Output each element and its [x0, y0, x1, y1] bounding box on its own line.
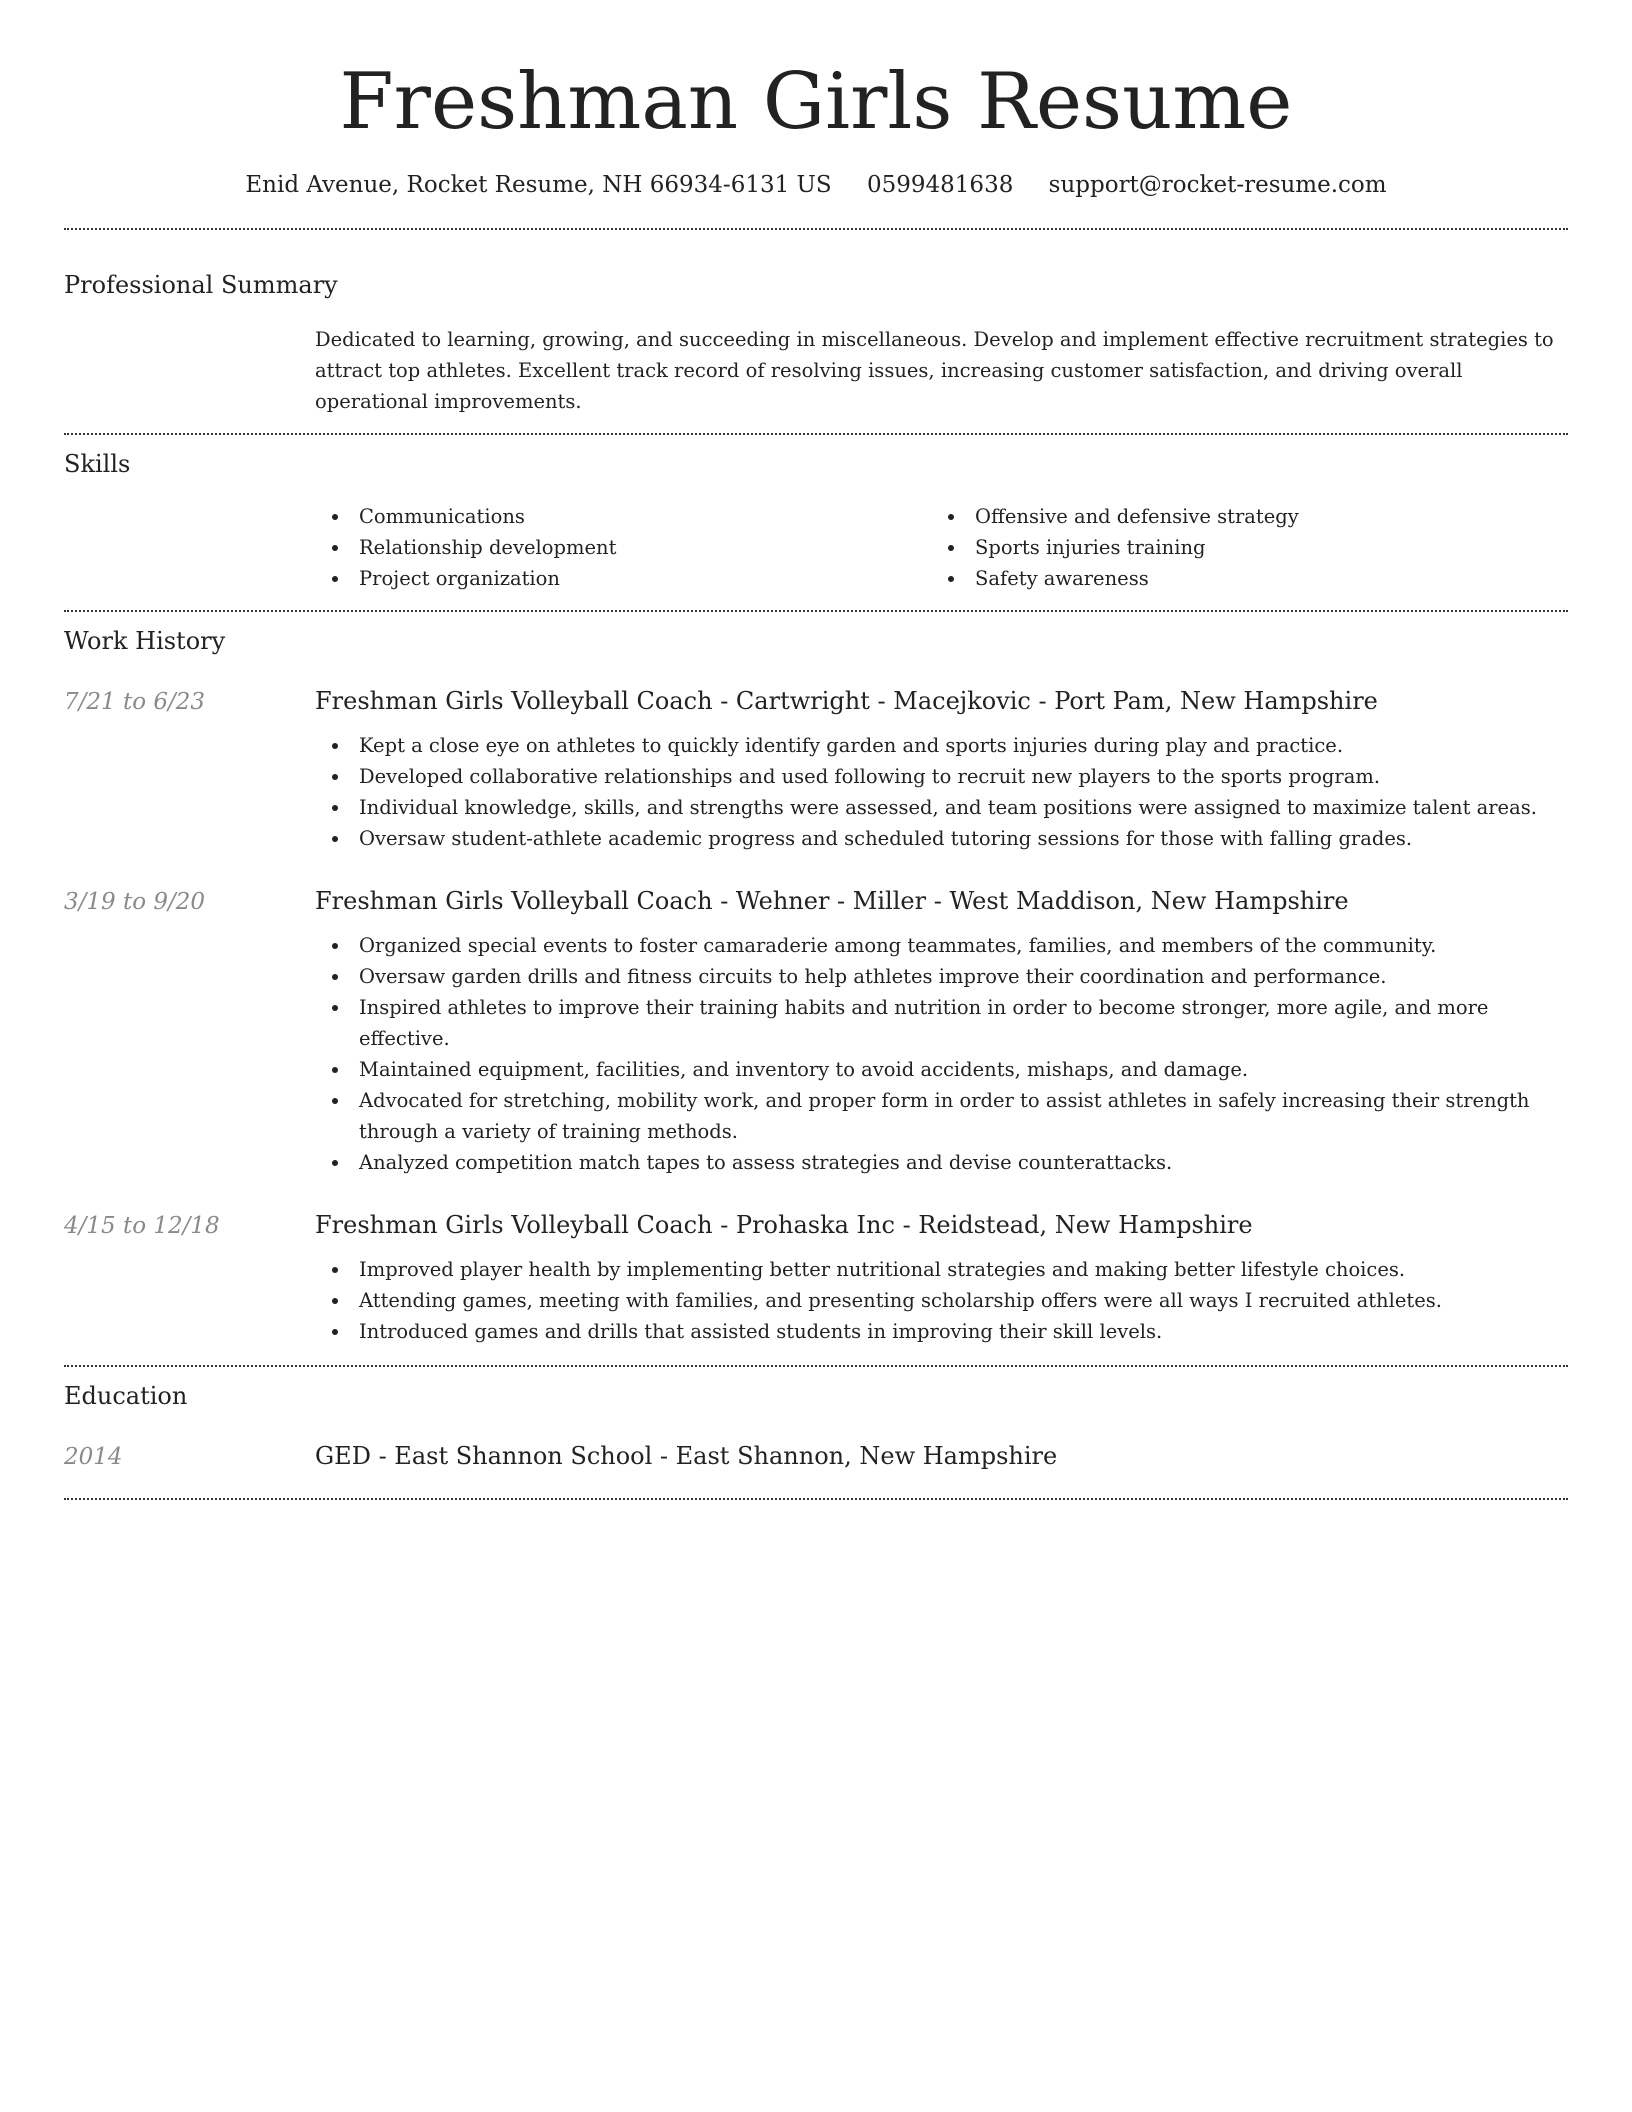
section-title-work: Work History — [64, 627, 226, 655]
work-entry-bullets — [315, 730, 1568, 854]
section-professional-summary — [64, 268, 1568, 417]
work-entry-date: 7/21 to 6/23 — [64, 689, 206, 715]
work-entry-bullets — [315, 930, 1568, 1178]
education-date: 2014 — [64, 1444, 123, 1470]
work-entry-header — [64, 1206, 1568, 1244]
work-entry-header — [64, 882, 1568, 920]
section-education — [64, 1379, 1568, 1476]
education-heading: GED - East Shannon School - East Shannon, New Hampshire — [315, 1442, 1058, 1470]
list-item: Oversaw student-athlete academic progress and scheduled tutoring sessions for those with falling grades. — [315, 823, 1568, 854]
list-item: Inspired athletes to improve their training habits and nutrition in order to become stronger, more agile, and more effective. — [315, 992, 1568, 1054]
work-entry-header — [64, 682, 1568, 720]
list-item: Oversaw garden drills and fitness circuits to help athletes improve their coordination and performance. — [315, 961, 1568, 992]
section-divider — [64, 433, 1568, 435]
footer-divider — [64, 1498, 1568, 1500]
skills-columns — [315, 501, 1568, 594]
skill-item: Relationship development — [315, 532, 931, 563]
skill-item: Offensive and defensive strategy — [931, 501, 1547, 532]
skills-list-right — [931, 501, 1547, 594]
section-title-education: Education — [64, 1382, 188, 1410]
contact-email: support@rocket-resume.com — [1048, 172, 1387, 198]
skill-item: Sports injuries training — [931, 532, 1547, 563]
work-entry-date: 3/19 to 9/20 — [64, 889, 206, 915]
section-title-summary: Professional Summary — [64, 271, 338, 299]
list-item: Attending games, meeting with families, and presenting scholarship offers were all ways I recruited athletes. — [315, 1285, 1568, 1316]
contact-line — [64, 168, 1568, 202]
section-work-history — [64, 624, 1568, 1347]
list-item: Organized special events to foster camaraderie among teammates, families, and members of the community. — [315, 930, 1568, 961]
work-entry-heading: Freshman Girls Volleyball Coach - Cartwright - Macejkovic - Port Pam, New Hampshire — [315, 687, 1378, 715]
skills-list-left — [315, 501, 931, 594]
summary-text: Dedicated to learning, growing, and succeeding in miscellaneous. Develop and implement effective recruitment strategies to attract top athletes. Excellent track record of resolving issues, increasing customer satisfaction, and driving overall operational improvements. — [315, 328, 1554, 413]
resume-name: Freshman Girls Resume — [339, 57, 1293, 147]
list-item: Individual knowledge, skills, and strengths were assessed, and team positions were assigned to maximize talent areas. — [315, 792, 1568, 823]
contact-address: Enid Avenue, Rocket Resume, NH 66934-6131 US — [245, 172, 832, 198]
skill-item: Project organization — [315, 563, 931, 594]
work-entry-heading: Freshman Girls Volleyball Coach - Prohaska Inc - Reidstead, New Hampshire — [315, 1211, 1253, 1239]
header-divider — [64, 228, 1568, 230]
work-entry — [64, 1206, 1568, 1347]
contact-phone: 0599481638 — [867, 172, 1014, 198]
work-entry-bullets — [315, 1254, 1568, 1347]
skill-item: Communications — [315, 501, 931, 532]
list-item: Kept a close eye on athletes to quickly identify garden and sports injuries during play and practice. — [315, 730, 1568, 761]
work-entry-date: 4/15 to 12/18 — [64, 1213, 220, 1239]
work-entry — [64, 882, 1568, 1178]
list-item: Improved player health by implementing better nutritional strategies and making better lifestyle choices. — [315, 1254, 1568, 1285]
section-skills — [64, 447, 1568, 594]
list-item: Introduced games and drills that assisted students in improving their skill levels. — [315, 1316, 1568, 1347]
section-title-skills: Skills — [64, 450, 131, 478]
work-entry — [64, 682, 1568, 854]
list-item: Developed collaborative relationships and used following to recruit new players to the sports program. — [315, 761, 1568, 792]
section-divider — [64, 1365, 1568, 1367]
section-divider — [64, 610, 1568, 612]
education-entry — [64, 1437, 1568, 1476]
list-item: Analyzed competition match tapes to assess strategies and devise counterattacks. — [315, 1147, 1568, 1178]
skill-item: Safety awareness — [931, 563, 1547, 594]
work-entry-heading: Freshman Girls Volleyball Coach - Wehner - Miller - West Maddison, New Hampshire — [315, 887, 1349, 915]
list-item: Advocated for stretching, mobility work, and proper form in order to assist athletes in safely increasing their strength through a variety of training methods. — [315, 1085, 1568, 1147]
list-item: Maintained equipment, facilities, and inventory to avoid accidents, mishaps, and damage. — [315, 1054, 1568, 1085]
